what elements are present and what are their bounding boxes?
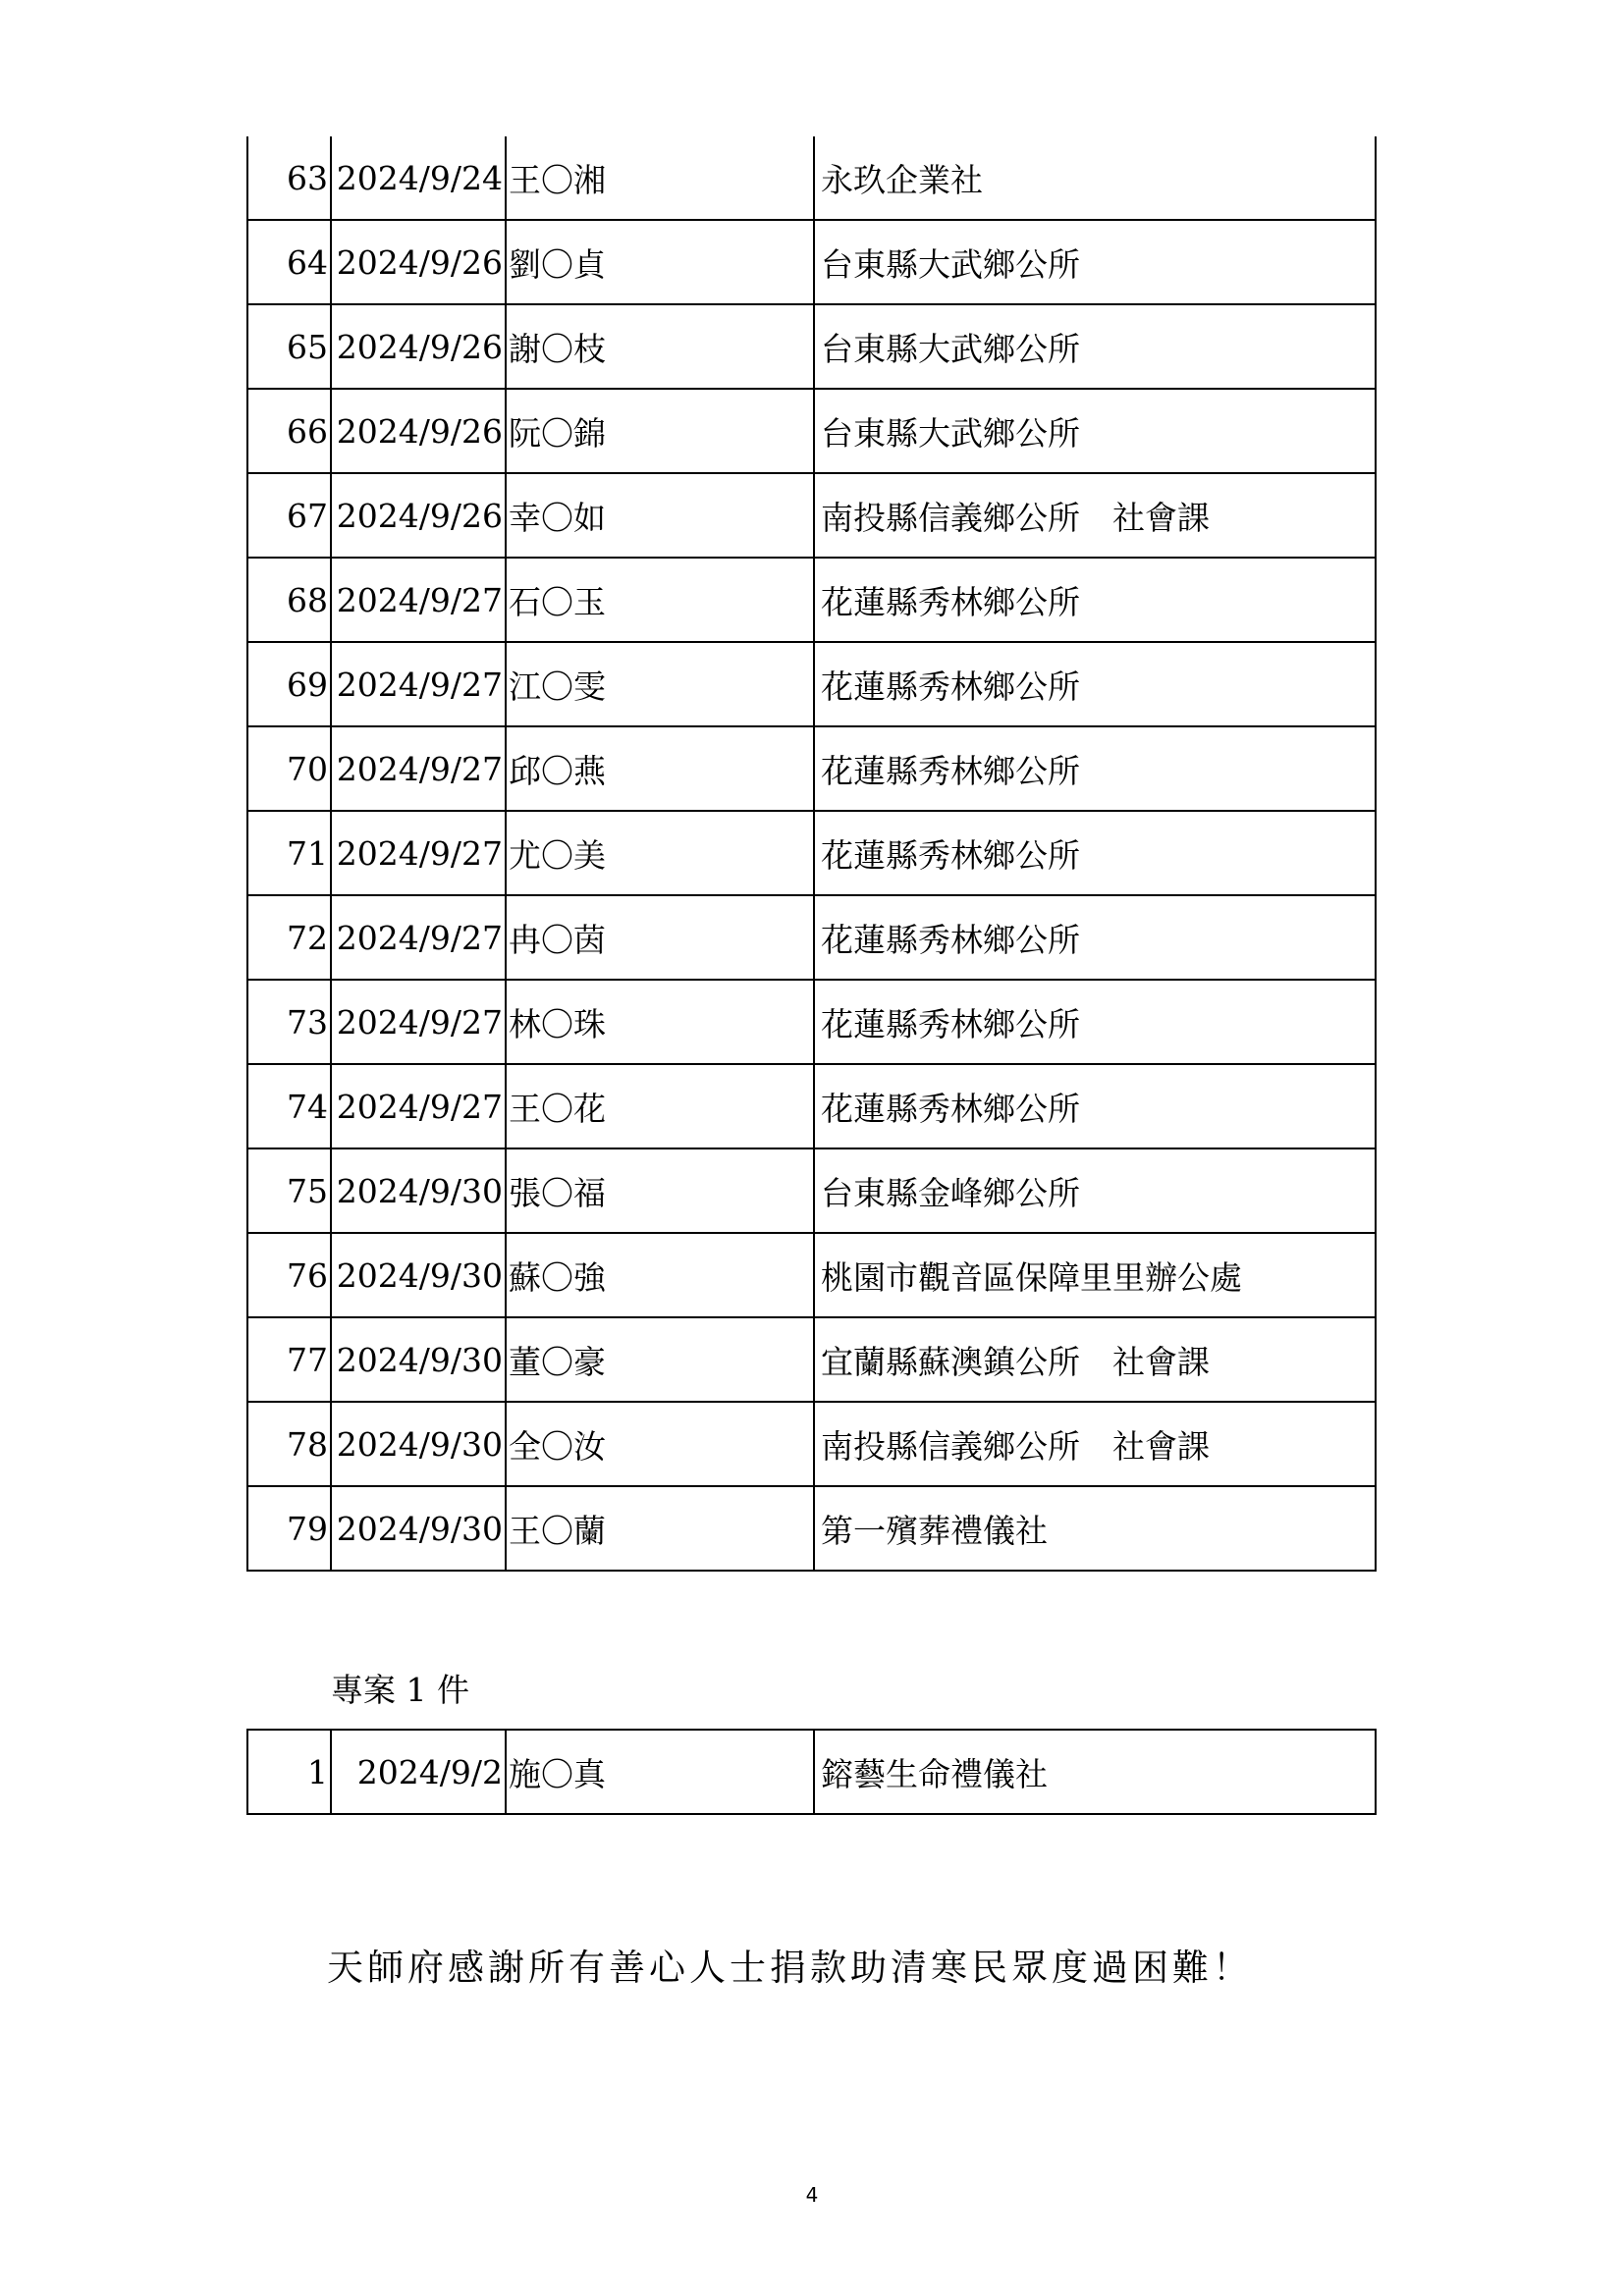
row-organization: 花蓮縣秀林鄉公所 <box>814 895 1376 980</box>
table-row <box>247 895 1376 980</box>
row-number: 77 <box>247 1317 331 1402</box>
row-name: 邱〇燕 <box>506 726 814 811</box>
row-date: 2024/9/27 <box>331 1064 506 1148</box>
row-date: 2024/9/27 <box>331 558 506 642</box>
row-name: 阮〇錦 <box>506 389 814 473</box>
row-number: 65 <box>247 304 331 389</box>
row-name: 王〇湘 <box>506 136 814 220</box>
row-number: 71 <box>247 811 331 895</box>
project-heading: 專案 1 件 <box>331 1671 469 1709</box>
row-date: 2024/9/2 <box>331 1730 506 1814</box>
row-number: 75 <box>247 1148 331 1233</box>
row-name: 尤〇美 <box>506 811 814 895</box>
row-date: 2024/9/26 <box>331 389 506 473</box>
row-name: 全〇汝 <box>506 1402 814 1486</box>
row-organization: 花蓮縣秀林鄉公所 <box>814 726 1376 811</box>
table-row <box>247 1730 1376 1814</box>
row-name: 江〇雯 <box>506 642 814 726</box>
row-name: 蘇〇強 <box>506 1233 814 1317</box>
table-row <box>247 389 1376 473</box>
donor-table-body <box>247 136 1376 1571</box>
row-date: 2024/9/30 <box>331 1486 506 1571</box>
row-organization: 南投縣信義鄉公所 社會課 <box>814 473 1376 558</box>
row-date: 2024/9/24 <box>331 136 506 220</box>
row-number: 72 <box>247 895 331 980</box>
row-organization: 花蓮縣秀林鄉公所 <box>814 811 1376 895</box>
table-row <box>247 1233 1376 1317</box>
row-organization: 花蓮縣秀林鄉公所 <box>814 1064 1376 1148</box>
row-number: 63 <box>247 136 331 220</box>
row-organization: 桃園市觀音區保障里里辦公處 <box>814 1233 1376 1317</box>
row-organization: 台東縣金峰鄉公所 <box>814 1148 1376 1233</box>
row-organization: 花蓮縣秀林鄉公所 <box>814 980 1376 1064</box>
table-row <box>247 726 1376 811</box>
table-row <box>247 220 1376 304</box>
row-date: 2024/9/26 <box>331 220 506 304</box>
row-number: 69 <box>247 642 331 726</box>
table-row <box>247 1148 1376 1233</box>
row-date: 2024/9/27 <box>331 726 506 811</box>
row-number: 78 <box>247 1402 331 1486</box>
row-organization: 宜蘭縣蘇澳鎮公所 社會課 <box>814 1317 1376 1402</box>
table-row <box>247 1064 1376 1148</box>
row-number: 68 <box>247 558 331 642</box>
table-row <box>247 642 1376 726</box>
row-date: 2024/9/26 <box>331 473 506 558</box>
page-number: 4 <box>805 2183 819 2207</box>
row-organization: 鎔藝生命禮儀社 <box>814 1730 1376 1814</box>
row-number: 74 <box>247 1064 331 1148</box>
project-table-body <box>247 1730 1376 1814</box>
table-row <box>247 1317 1376 1402</box>
row-number: 66 <box>247 389 331 473</box>
table-row <box>247 1486 1376 1571</box>
table-row <box>247 811 1376 895</box>
row-date: 2024/9/30 <box>331 1317 506 1402</box>
row-number: 73 <box>247 980 331 1064</box>
row-organization: 花蓮縣秀林鄉公所 <box>814 558 1376 642</box>
row-date: 2024/9/30 <box>331 1233 506 1317</box>
row-organization: 花蓮縣秀林鄉公所 <box>814 642 1376 726</box>
row-organization: 台東縣大武鄉公所 <box>814 304 1376 389</box>
row-date: 2024/9/30 <box>331 1148 506 1233</box>
row-name: 施〇真 <box>506 1730 814 1814</box>
row-date: 2024/9/27 <box>331 895 506 980</box>
table-row <box>247 136 1376 220</box>
row-date: 2024/9/26 <box>331 304 506 389</box>
row-number: 76 <box>247 1233 331 1317</box>
row-name: 幸〇如 <box>506 473 814 558</box>
table-row <box>247 473 1376 558</box>
row-number: 70 <box>247 726 331 811</box>
row-name: 劉〇貞 <box>506 220 814 304</box>
row-date: 2024/9/30 <box>331 1402 506 1486</box>
table-row <box>247 304 1376 389</box>
row-date: 2024/9/27 <box>331 980 506 1064</box>
table-row <box>247 1402 1376 1486</box>
row-number: 64 <box>247 220 331 304</box>
row-organization: 第一殯葬禮儀社 <box>814 1486 1376 1571</box>
row-name: 張〇福 <box>506 1148 814 1233</box>
row-organization: 台東縣大武鄉公所 <box>814 389 1376 473</box>
row-organization: 南投縣信義鄉公所 社會課 <box>814 1402 1376 1486</box>
project-table <box>246 1729 1377 1815</box>
row-name: 林〇珠 <box>506 980 814 1064</box>
table-row <box>247 558 1376 642</box>
row-name: 王〇花 <box>506 1064 814 1148</box>
row-date: 2024/9/27 <box>331 642 506 726</box>
row-name: 謝〇枝 <box>506 304 814 389</box>
row-date: 2024/9/27 <box>331 811 506 895</box>
row-number: 1 <box>247 1730 331 1814</box>
row-organization: 台東縣大武鄉公所 <box>814 220 1376 304</box>
row-name: 冉〇茵 <box>506 895 814 980</box>
donor-table <box>246 136 1377 1572</box>
closing-message: 天師府感謝所有善心人士捐款助清寒民眾度過困難！ <box>327 1947 1253 1989</box>
row-name: 王〇蘭 <box>506 1486 814 1571</box>
row-organization: 永玖企業社 <box>814 136 1376 220</box>
row-name: 董〇豪 <box>506 1317 814 1402</box>
row-number: 67 <box>247 473 331 558</box>
row-number: 79 <box>247 1486 331 1571</box>
table-row <box>247 980 1376 1064</box>
row-name: 石〇玉 <box>506 558 814 642</box>
